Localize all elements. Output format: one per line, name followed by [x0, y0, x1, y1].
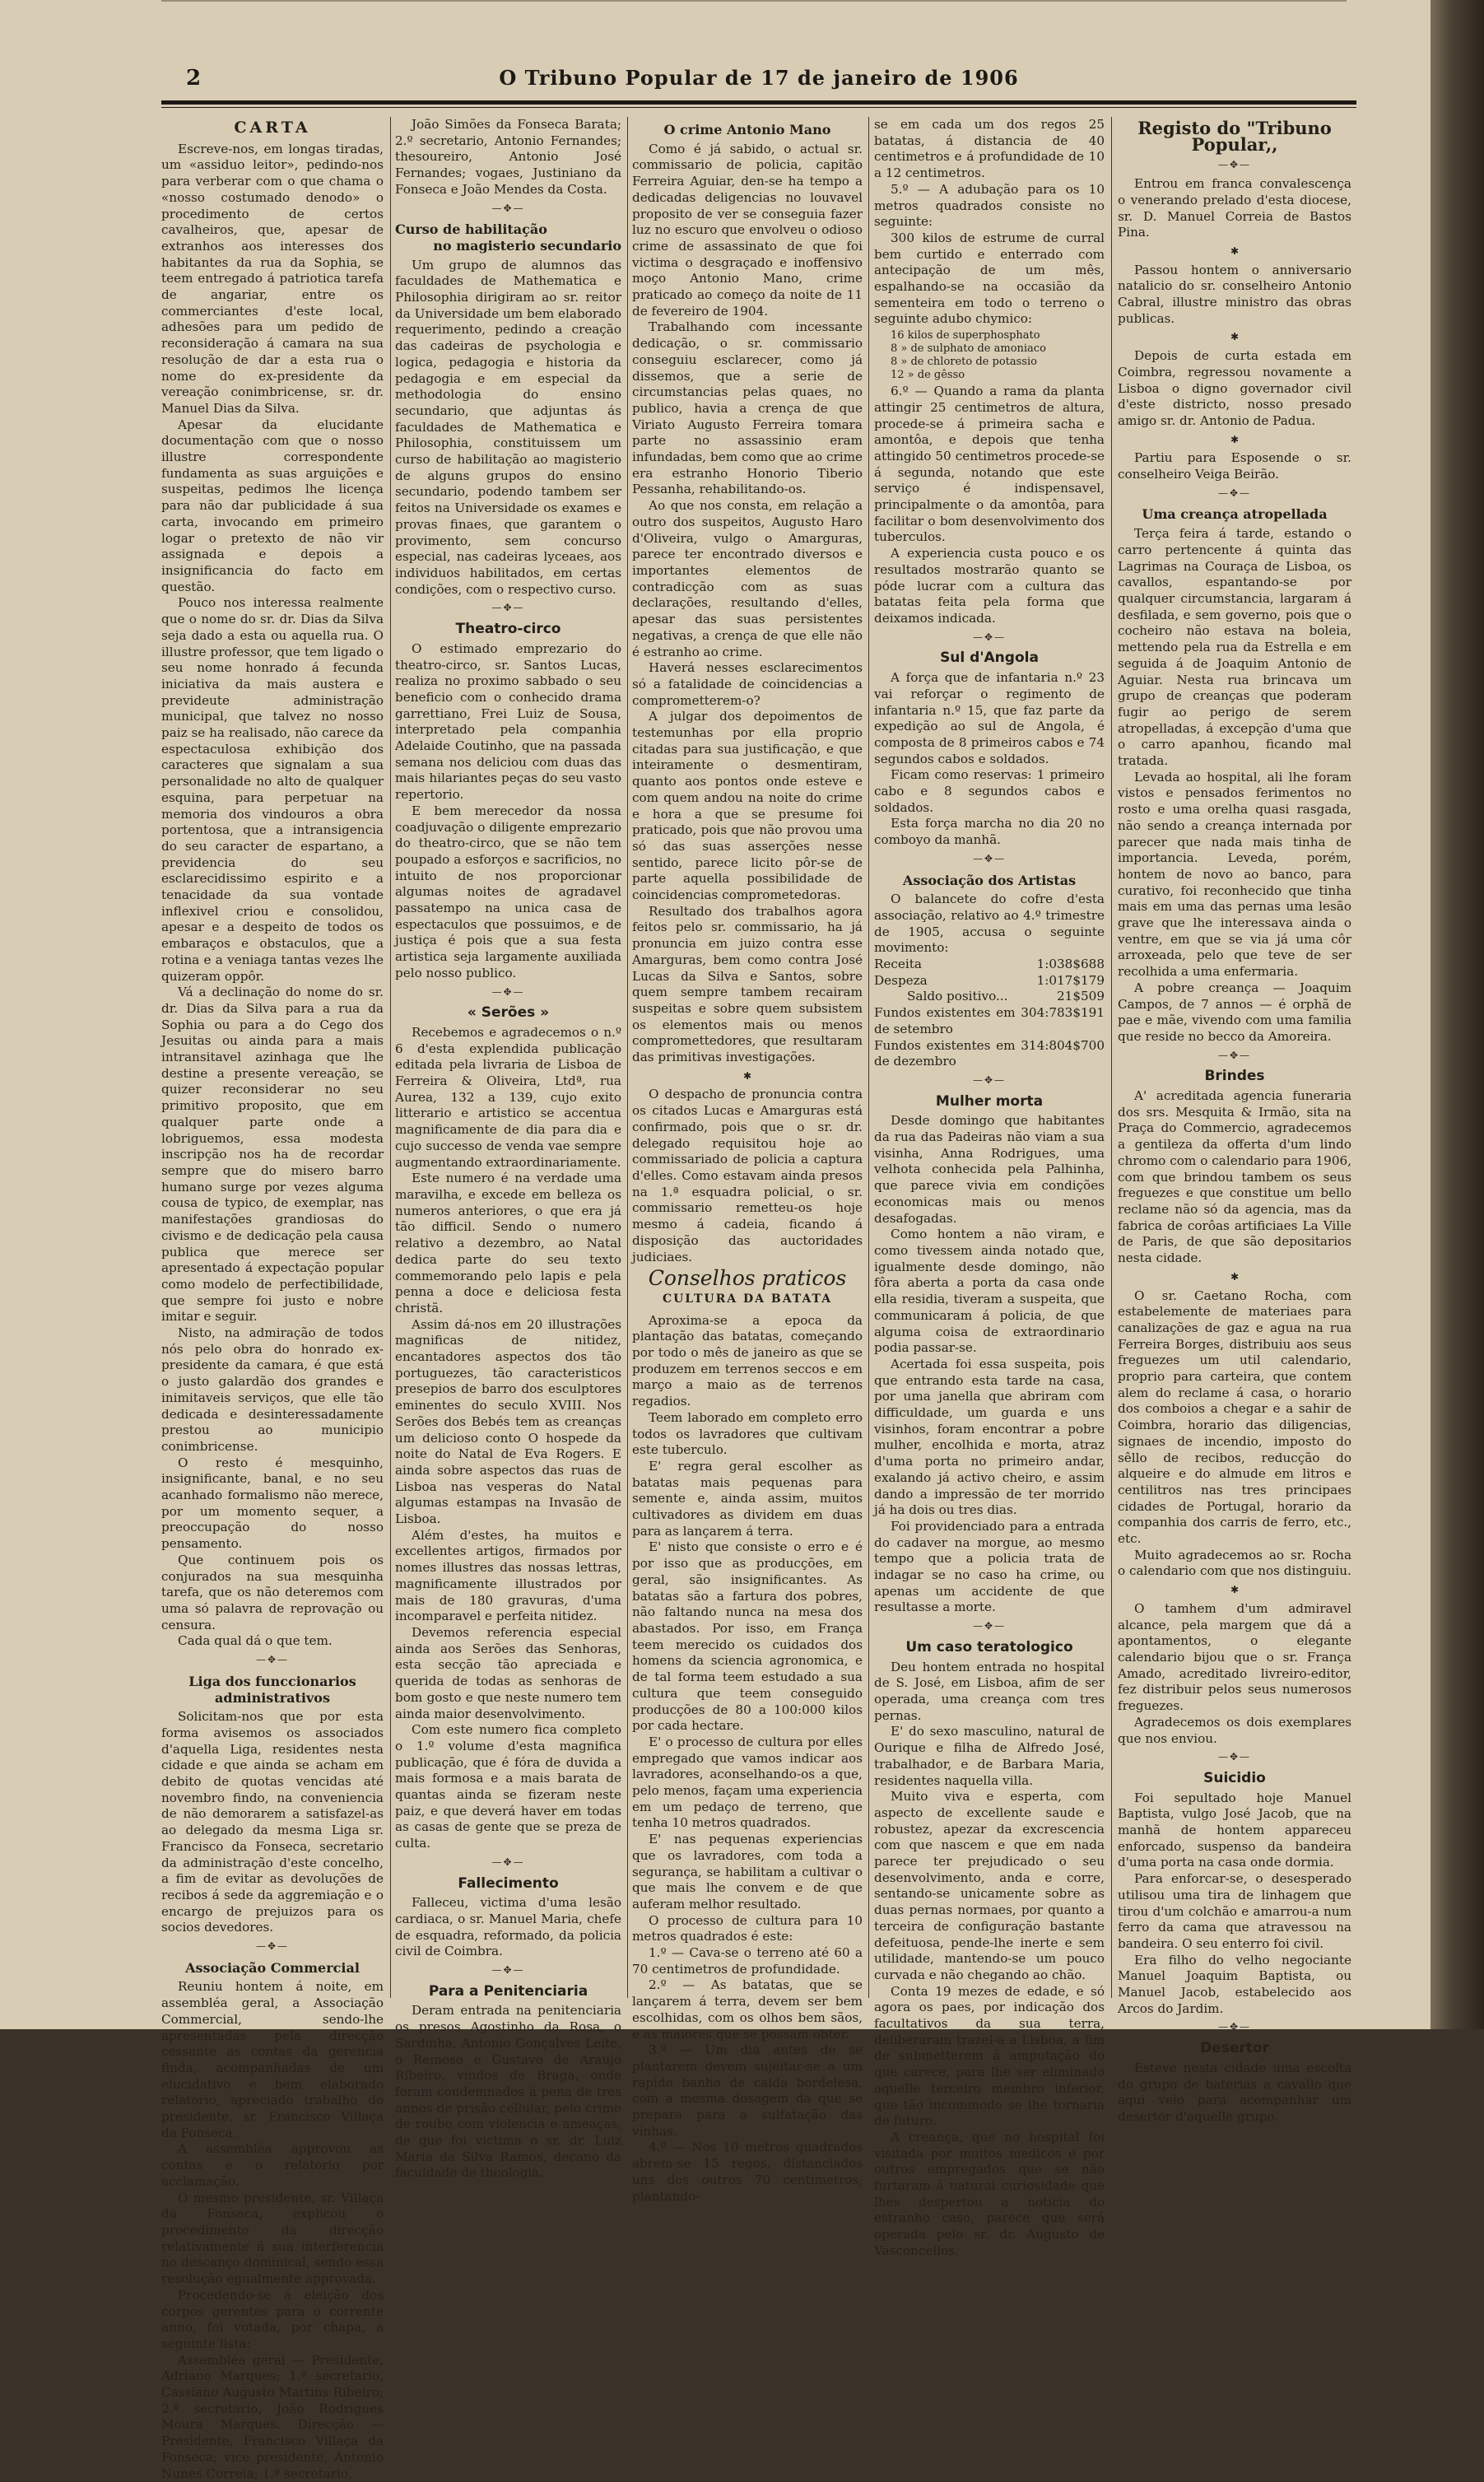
ornament-divider: —✥— — [255, 1654, 290, 1666]
article-text: Era filho do velho negociante Manuel Joaquim Baptista, ou Manuel Jacob, estabelecido aos Arcos do Jardim. — [1118, 1952, 1351, 2016]
fertilizer-item: 8 » de chloreto de potassio — [891, 356, 1037, 369]
article-text: 5.º — A adubação para os 10 metros quadrados consiste no seguinte: — [874, 181, 1105, 230]
article-text: Deu hontem entrada no hospital de S. José, em Lisboa, afim de ser operada, uma creança com tres pernas. — [874, 1659, 1105, 1723]
fertilizer-item: 12 » de gêsso — [891, 369, 965, 382]
article-text: O despacho de pronuncia contra os citados Lucas e Amarguras está confirmado, pois que o sr. dr. delegado requisitou hoje ao commissariado de policia a captura d'elles. Como estavam ainda presos na 1.ª esquadra policial, o sr. commissario remetteu-os hoje mesmo á cadeia, ficando á disposição das auctoridades judiciaes. — [632, 1087, 863, 1264]
article-text: Foi providenciado para a entrada do cadaver na morgue, ao mesmo tempo que a policia trata de indagar se no caso ha crime, ou apenas um accidente de que resultasse a morte. — [874, 1518, 1105, 1615]
article-text: Depois de curta estada em Coimbra, regressou novamente a Lisboa o digno governador civil d'este districto, nosso presado amigo sr. dr. Antonio de Padua. — [1118, 348, 1351, 428]
ornament-divider: —✥— — [491, 985, 525, 998]
page-number: 2 — [186, 66, 202, 91]
headline-associacao-commercial: Associação Commercial — [185, 1959, 360, 1976]
separator-star: ✱ — [1230, 1584, 1240, 1596]
ornament-divider: —✥— — [1217, 1049, 1252, 1061]
article-text: Que continuem pois os conjurados na sua mesquinha tarefa, que os não deteremos com uma só palavra de reprovação ou censura. — [161, 1552, 384, 1632]
article-text: Assembléa geral — Presidente, Adriano Marques; 1.º secretario, Cassiano Augusto Martins Ribeiro; 2.º secretario, João Rodrigues Moura Marques. Direcção — Presidente, Francisco Villaça da Fonseca; vice presidente, Antonio Nunes Correia; 1.º secretario, — [161, 2352, 384, 2481]
article-text: Muito viva e esperta, com aspecto de excellente saude e robustez, apezar da excrescencia com que nascem e que em nada parece ter prejudicado o seu desenvolvimento, anda e corre, sentando-se unicamente sobre as duas pernas normaes, por quanto a terceira de configuração bastante defeituosa, pende-lhe inerte e sem utilidade, mantendo-se um pouco curvada e não chegando ao chão. — [874, 1789, 1105, 1982]
headline-carta: CARTA — [234, 119, 311, 137]
balance-label: Fundos existentes em 31 de dezembro — [874, 1037, 1037, 1069]
headline-curso: Curso de habilitação — [395, 221, 547, 238]
headline-mulher-morta: Mulher morta — [935, 1092, 1044, 1110]
article-text: O resto é mesquinho, insignificante, banal, e no seu acanhado formalismo não merece, por um momento sequer, a preoccupação do nosso pensamento. — [161, 1455, 384, 1552]
separator-star: ✱ — [1230, 331, 1240, 343]
ornament-divider: —✥— — [972, 852, 1007, 864]
balance-row — [874, 957, 1105, 973]
balance-row — [874, 989, 1105, 1005]
headline-conselhos: Conselhos praticos — [648, 1266, 847, 1291]
balance-row — [874, 1038, 1105, 1070]
article-text: Trabalhando com incessante dedicação, o sr. commissario conseguiu esclarecer, como já dissemos, que a serie de circumstancias pelas quaes, no publico, havia a crença de que Viriato Augusto Ferreira tomara parte no assassinio eram infundadas, bem como que ao crime era estranho Honorio Tiberio Pessanha, rehabilitando-os. — [632, 319, 863, 497]
ornament-divider: —✥— — [972, 1073, 1007, 1086]
article-text: Esta força marcha no dia 20 no comboyo da manhã. — [874, 816, 1105, 848]
ornament-divider: —✥— — [972, 1620, 1007, 1632]
column-5 — [1118, 117, 1351, 2124]
article-text: Falleceu, victima d'uma lesão cardiaca, o sr. Manuel Maria, chefe de esquadra, reformado, da policia civil de Coimbra. — [395, 1895, 621, 1959]
article-text: Foi sepultado hoje Manuel Baptista, vulgo José Jacob, que na manhã de hontem appareceu enforcado, suspenso da bandeira d'uma porta na casa onde dormia. — [1118, 1790, 1351, 1870]
headline-penitenciaria: Para a Penitenciaria — [428, 1982, 588, 2000]
column-1 — [161, 117, 384, 2481]
article-text: Resultado dos trabalhos agora feitos pelo sr. commissario, ha já pronuncia em juizo contra esse Amarguras, bem como contra José Lucas da Silva e Santos, sobre quem sempre tambem recairam suspeitas e sobre quem subsistem os elementos mais ou menos compromettedores, que resultaram das primitivas investigações. — [632, 903, 863, 1065]
article-text: Conta 19 mezes de edade, e só agora os paes, por indicação dos facultativos da sua terra, deliberaram trazel-a a Lisboa, a fim de submetterem á amputação do que carece, para lhe ser eliminado aquelle terceiro membro inferior, que tão incommodo se lhe tornaria de futuro. — [874, 1983, 1105, 2129]
ornament-divider: —✥— — [255, 1940, 290, 1953]
article-text: 1.º — Cava-se o terreno até 60 a 70 centimetros de profundidade. — [632, 1945, 863, 1977]
ornament-divider: —✥— — [491, 1964, 525, 1977]
separator-star: ✱ — [1230, 244, 1240, 257]
article-text: Teem laborado em completo erro todos os lavradores que cultivam este tuberculo. — [632, 1409, 863, 1458]
article-text: Vá a declinação do nome do sr. dr. Dias da Silva para a rua da Sophia ou para a do Cego dos Jesuitas ou ainda para a mais intransitavel azinhaga que lhe destine a presente vereação, se quizer reconsiderar no seu primitivo proposito, que em qualquer parte onde a lobriguemos, essa modesta inscripção nos ha de recordar sempre que do misero barro humano surge por vezes alguma cousa de typico, de exemplar, nas manifestações grandiosas do civismo e de dedicação pela causa publica que merece ser apresentado á expectação popular como modelo de perfectibilidade, que sempre foi justo e nobre imitar e seguir. — [161, 985, 384, 1325]
article-text: Aproxima-se a epoca da plantação das batatas, começando por todo o mês de janeiro as que se produzem em terrenos seccos e em março a maio as de terrenos regadios. — [632, 1312, 863, 1409]
article-text: E' nisto que consiste o erro e é por isso que as producções, em geral, são insignificantes. As batatas são a fartura dos pobres, não faltando nunca na mesa dos abastados. Por isso, em França teem merecido os cuidados dos homens da sciencia agronomica, e de tal forma teem estudado a sua cultura que teem conseguido producções de 80 a 100:000 kilos por cada hectare. — [632, 1539, 863, 1734]
headline-seroes: « Serões » — [467, 1004, 550, 1022]
headline-theatro: Theatro-circo — [455, 621, 561, 638]
ornament-divider: —✥— — [972, 631, 1007, 643]
article-text: Como hontem a não viram, e como tivessem ainda notado que, igualmente desde domingo, não fôra aberta a porta da casa onde ella residia, tiveram a suspeita, que communicaram á policia, de que alguma coisa de extraordinario podia passar-se. — [874, 1227, 1105, 1356]
article-text: Deram entrada na penitenciaria os presos Agostinho da Rosa, o Sardinha, Antonio Gonçalves Leite, o Reinoso e Gustavo de Araujo Ribeiro, vindos de Braga, onde foram condemnados á pena de tres annos de prisão cellular, pelo crime de roubo com violencia e ameaças, de que foi victima o sr. dr. Luiz Maria da Silva Ramos, decano da faculdade de theologia. — [395, 2003, 621, 2181]
page-title: O Tribuno Popular de 17 de janeiro de 1906 — [499, 66, 1019, 90]
article-text: Muito agradecemos ao sr. Rocha o calendario com que nos distinguiu. — [1118, 1547, 1351, 1579]
article-text: 300 kilos de estrume de curral bem curtido e enterrado com antecipação de um mês, espalhando-se na occasião da sementeira em todo o terreno o seguinte adubo chymico: — [874, 230, 1105, 327]
balance-row — [874, 973, 1105, 990]
page-header — [161, 63, 1356, 105]
balance-label: Despeza — [874, 972, 928, 988]
article-text: Solicitam-nos que por esta forma avisemos os associados d'aquella Liga, residentes nesta cidade e que ainda se acham em debito de quotas vencidas até novembro findo, na conveniencia de não demorarem a satisfazel-as ao delegado da mesma Liga sr. Francisco da Fonseca, secretario da administração d'este concelho, a fim de evitar as devoluções de recibos á sede da aggremiação e o encargo de prejuizos para os socios devedores. — [161, 1709, 384, 1935]
separator-star: ✱ — [1230, 433, 1240, 445]
balance-value: 1:038$688 — [1036, 957, 1105, 972]
headline-fallecimento: Fallecimento — [458, 1874, 559, 1892]
balance-label: Fundos existentes em 30 de setembro — [874, 1005, 1037, 1036]
ornament-divider: —✥— — [491, 1856, 525, 1868]
column-rule — [627, 117, 628, 1998]
article-text: Devemos referencia especial ainda aos Serões das Senhoras, esta secção tão apreciada e querida de todas as senhoras de bom gosto e que neste numero tem ainda maior desenvolvimento. — [395, 1624, 621, 1721]
article-text: Esteve nesta cidade uma escolta do grupo de baterias a cavallo que aqui veio para acompanhar um desertor d'aquelle grupo. — [1118, 2060, 1351, 2124]
article-text: Um grupo de alumnos das faculdades de Mathematica e Philosophia dirigiram ao sr. reitor da Universidade um bem elaborado requerimento, pedindo a creação das cadeiras de psychologia e logica, pedagogia e historia da pedagogia e em especial da methodologia do ensino secundario, que adjuntas ás faculdades de Mathematica e Philosophia, constituissem um curso de habilitação ao magisterio de alguns grupos do ensino secundario, podendo tambem ser feitos na Universidade os exames e provas finaes, que garantem o provimento, sem concurso especial, nas cadeiras lyceaes, aos individuos habilitados, em certas condições, com o respectivo curso. — [395, 257, 621, 597]
article-text: Assim dá-nos em 20 illustrações magnificas de nitidez, encantadores aspectos dos tão portuguezes, tão caracteristicos presepios de barro dos esculptores eminentes do seculo XVIII. Nos Serões dos Bebés tem as creanças um delicioso conto O hospede da noite do Natal de Eva Rogers. E ainda sobre aspectos das ruas de Lisboa nas vesperas do Natal algumas estampas na Invasão de Lisboa. — [395, 1316, 621, 1527]
headline-desertor: Desertor — [1200, 2040, 1269, 2057]
article-text: A pobre creança — Joaquim Campos, de 7 annos — é orphã de pae e mãe, vivendo com uma familia que reside no becco da Amoreira. — [1118, 980, 1351, 1044]
fertilizer-list — [874, 329, 1105, 382]
article-text: Partiu para Esposende o sr. conselheiro Veiga Beirão. — [1118, 450, 1351, 482]
article-text: E' nas pequenas experiencias que os lavradores, com toda a segurança, se habilitam a cultivar o que mais lhe convem e de que auferam melhor resultado. — [632, 1832, 863, 1912]
ornament-divider: —✥— — [1217, 159, 1252, 171]
article-text: Acertada foi essa suspeita, pois que entrando esta tarde na casa, por uma janella que abriram com difficuldade, um guarda e uns visinhos, foram encontrar a pobre mulher, encolhida e morta, atraz d'uma porta no primeiro andar, exalando já activo cheiro, e assim dando a impressão de ter morrido já ha dois ou tres dias. — [874, 1356, 1105, 1518]
article-text: 4.º — Nos 10 metros quadrados abrem-se 15 regos, distanciados uns dos outros 70 centimetros, plantando- — [632, 2140, 863, 2204]
balance-value: 21$509 — [1057, 989, 1105, 1004]
column-2 — [395, 117, 621, 2181]
article-text: 6.º — Quando a rama da planta attingir 25 centimetros de altura, procede-se á primeira sacha e amontôa, e depois que tenha attingido 50 centimetros procede-se á segunda, notando que este serviço é indispensavel, principalmente o da amontôa, para facilitar o bom desenvolvimento dos tuberculos. — [874, 384, 1105, 545]
article-text: O mesmo presidente, sr. Villaça da Fonseca, explicou o procedimento da direcção relativamente á sua interferencia no descanço dominical, sendo essa resolução egualmente approvada. — [161, 2190, 384, 2287]
article-text: O balancete do cofre d'esta associação, relativo ao 4.º trimestre de 1905, accusa o seguinte movimento: — [874, 892, 1105, 956]
header-rule-thin — [161, 107, 1356, 108]
article-text: E bem merecedor da nossa coadjuvação o diligente emprezario do theatro-circo, que se não tem poupado a esforços e sacrificios, no intuito de nos proporcionar algumas noites de agradavel passatempo na unica casa de espectaculos que possuimos, e de justiça é pois que a sua festa artistica seja largamente auxiliada pelo nosso publico. — [395, 803, 621, 980]
article-text: Escreve-nos, em longas tiradas, um «assiduo leitor», pedindo-nos para verberar com o que chama o «nosso costumado denodo» o procedimento de certos cavalheiros, que, apesar de extranhos aos interesses dos habitantes da rua da Sophia, se teem entregado á patriotica tarefa de angariar, entre os commerciantes d'este local, adhesões para um pedido de reconsideração á camara na sua resolução de dar a esta rua o nome do ex-presidente da vereação conimbricense, sr. dr. Manuel Dias da Silva. — [161, 141, 384, 416]
balance-value: 1:017$179 — [1036, 972, 1105, 988]
headline-creanca-atropellada: Uma creança atropellada — [1142, 506, 1328, 523]
headline-curso-line2: no magisterio secundario — [433, 237, 621, 254]
balance-value: 4:804$700 — [1036, 1037, 1105, 1053]
article-text: Desde domingo que habitantes da rua das Padeiras não viam a sua visinha, Anna Rodrigues, uma velhota conhecida pela Palhinha, que parece vivia em condições economicas mais ou menos desafogadas. — [874, 1113, 1105, 1226]
separator-star: ✱ — [742, 1069, 752, 1082]
article-text: E' do sexo masculino, natural de Ourique e filha de Alfredo José, trabalhador, e de Barbara Maria, residentes naquella villa. — [874, 1724, 1105, 1788]
ornament-divider: —✥— — [1217, 1751, 1252, 1763]
article-text: Procedendo-se á eleição dos corpos gerentes para o corrente anno, foi votada, por chapa, a seguinte lista: — [161, 2287, 384, 2351]
headline-associacao-artistas: Associação dos Artistas — [902, 872, 1077, 888]
article-text: se em cada um dos regos 25 batatas, á distancia de 40 centimetros e á profundidade de 10 a 12 centimetros. — [874, 117, 1105, 181]
column-rule — [390, 117, 391, 1998]
article-text: Pouco nos interessa realmente que o nome do sr. dr. Dias da Silva seja dado a esta ou aquella rua. O illustre professor, que tem ligado o seu nome honrado á fecunda iniciativa da mais austera e prevideute administração municipal, que talvez no nosso paiz se ha realisado, não carece da espectaculosa exhibição dos caracteres que signalam a sua personalidade no alto de qualquer esquina, para perpetuar na memoria dos vindouros a obra portentosa, que a intransigencia do seu caracter de espartano, a previdencia do seu esclarecidissimo espirito e a tenacidade da sua vontade inflexivel criou e consolidou, apesar e a despeito de todos os embaraços e obstaculos, que a rotina e a veniaga tantas vezes lhe quizeram oppôr. — [161, 595, 384, 984]
headline-registo: Registo do "Tribuno Popular,, — [1137, 118, 1332, 155]
article-text: E' o processo de cultura por elles empregado que vamos indicar aos lavradores, aconselhando-os a que, pelo menos, façam uma experiencia em um pedaço de terreno, que tenha 10 metros quadrados. — [632, 1734, 863, 1831]
column-rule — [868, 117, 869, 1998]
ornament-divider: —✥— — [491, 202, 525, 214]
article-text: O processo de cultura para 10 metros quadrados é este: — [632, 1912, 863, 1944]
headline-caso-teratologico: Um caso teratologico — [905, 1638, 1073, 1655]
article-text: Terça feira á tarde, estando o carro pertencente á quinta das Lagrimas na Couraça de Lisboa, os cavallos, espantando-se por qualquer circumstancia, largaram á desfilada, e sem governo, pois que o cocheiro não estava na boleia, mettendo pela rua da Estrella e em seguida á de Joaquim Antonio de Aguiar. Nesta rua brincava um grupo de creanças que poderam fugir ao perigo de serem atropelladas, á excepção d'uma que o carro apanhou, ficando mal tratada. — [1118, 526, 1351, 769]
book-binding-edge — [1431, 0, 1484, 2029]
balance-row — [874, 1005, 1105, 1037]
article-text: A experiencia custa pouco e os resultados mostrarão quanto se póde lucrar com a cultura das batatas feita pela forma que deixamos indicada. — [874, 546, 1105, 626]
headline-brindes: Brindes — [1204, 1068, 1265, 1085]
article-text: Nisto, na admiração de todos nós pelo obra do honrado ex-presidente da camara, é que está o justo galardão dos grandes e inimitaveis serviços, que elle tão dedicada e desinteressadamente prestou ao municipio conimbricense. — [161, 1325, 384, 1454]
article-text: Haverá nesses esclarecimentos só a fatalidade de coincidencias a comprometterem-o? — [632, 660, 863, 708]
article-text: Cada qual dá o que tem. — [178, 1633, 333, 1649]
article-text: A julgar dos depoimentos de testemunhas por ella proprio citadas para sua justificação, e que inteiramente o desmentiram, quanto aos pontos onde esteve e com quem andou na noite do crime e hora a que se presume foi praticado, pois que não provou uma só das suas asserções nesse sentido, parece licito pôr-se de parte aquella possibilidade de coincidencias comprometedoras. — [632, 709, 863, 903]
headline-liga: Liga dos funccionarios administrativos — [188, 1673, 356, 1706]
balance-value: 4:783$191 — [1036, 1005, 1105, 1021]
article-text: Apesar da elucidante documentação com que o nosso illustre correspondente fundamenta as suas arguições e suspeitas, pedimos lhe licença para não dar publicidade á sua carta, invocando em primeiro logar o pretexto de não vir assignada e depois a insignificancia do facto em questão. — [161, 417, 384, 594]
headline-sul-angola: Sul d'Angola — [940, 650, 1039, 667]
column-rule — [1111, 117, 1112, 1998]
top-edge-rule — [161, 0, 1347, 2]
ornament-divider: —✥— — [1217, 487, 1252, 499]
article-text: O estimado emprezario do theatro-circo, sr. Santos Lucas, realiza no proximo sabbado o seu beneficio com o conhecido drama garrettiano, Frei Luiz de Sousa, interpretado pela companhia Adelaide Coutinho, que na passada semana nos deliciou com duas das mais hilariantes peças do seu vasto repertorio. — [395, 640, 621, 803]
article-text: A creança, que no hospital foi visitada por muitos medicos e por outros empregados que se não furtaram á natural curiosidade que lhes despertou a noticia do estranho caso, parece que será operada pelo sr. dr. Augusto de Vasconcellos. — [874, 2129, 1105, 2258]
article-text: Ao que nos consta, em relação a outro dos suspeitos, Augusto Haro d'Oliveira, vulgo o Amarguras, parece ter encontrado diversos e importantes elementos de contradicção com as suas declarações, resultando d'elles, apesar das suas persistentes negativas, a crença de que elle não é estranho ao crime. — [632, 498, 863, 659]
column-4 — [874, 117, 1105, 2258]
article-text: A' acreditada agencia funeraria dos srs. Mesquita & Irmão, sita na Praça do Commercio, agradecemos a gentileza da offerta d'um lindo chromo com o calendario para 1906, com que brindou tambem os seus freguezes e que constitue um bello reclame não só da agencia, mas da fabrica de corôas artificiaes La Ville de Paris, de que são depositarios nesta cidade. — [1118, 1088, 1351, 1266]
article-text: Ficam como reservas: 1 primeiro cabo e 8 segundos cabos e soldados. — [874, 767, 1105, 815]
article-text: Recebemos e agradecemos o n.º 6 d'esta explendida publicação editada pela livraria de Lisboa de Ferreira & Oliveira, Ltdª, rua Aurea, 132 a 139, cujo exito litterario e artistico se accentua magnificamente de dia para dia e cujo successo de venda vae sempre augmentando extraordinariamente. — [395, 1024, 621, 1170]
article-text: A assembléa approvou as contas e o relatorio por acclamação. — [161, 2141, 384, 2189]
article-text: Entrou em franca convalescença o venerando prelado d'esta diocese, sr. D. Manuel Correia de Bastos Pina. — [1118, 176, 1351, 240]
article-text: O tamhem d'um admiravel alcance, pela margem que dá a apontamentos, o elegante calendario bijou que o sr. França Amado, acreditado livreiro-editor, fez distribuir pelos seus numerosos freguezes. — [1118, 1600, 1351, 1714]
article-text: Além d'estes, ha muitos e excellentes artigos, firmados por nomes illustres das nossas lettras, magnificamente illustrados por mais de 180 gravuras, d'uma incomparavel e perfeita nitidez. — [395, 1527, 621, 1624]
separator-star: ✱ — [1230, 1270, 1240, 1283]
article-text: E' regra geral escolher as batatas mais pequenas para semente e, ainda assim, muitos cultivadores as dividem em duas para as lançarem á terra. — [632, 1458, 863, 1539]
fertilizer-item: 16 kilos de superphosphato — [891, 329, 1040, 342]
article-text: Agradecemos os dois exemplares que nos enviou. — [1118, 1714, 1351, 1746]
article-text: Reuniu hontem á noite, em assembléa geral, a Associação Commercial, sendo-lhe apresentadas pela direcção cessante as contas da gerencia finda, acompanhadas de um elucidativo e bem elaborado relatorio, apreciado trabalho do presidente, sr. Francisco Villaça da Fonseca. — [161, 1979, 384, 2140]
article-text: A força que de infantaria n.º 23 vai reforçar o regimento de infantaria n.º 15, que faz parte da expedição ao sul de Angola, é composta de 8 primeiros cabos e 74 segundos cabos e soldados. — [874, 670, 1105, 766]
article-text: Este numero é na verdade uma maravilha, e excede em belleza os numeros anteriores, o que era já tão difficil. Sendo o numero relativo a dezembro, ao Natal dedica parte do seu texto commemorando pelo lapis e pela penna a doce e deliciosa festa christã. — [395, 1171, 621, 1316]
header-rule — [161, 100, 1356, 105]
column-3 — [632, 117, 863, 2204]
ornament-divider: —✥— — [491, 602, 525, 614]
headline-suicidio: Suicidio — [1203, 1769, 1266, 1786]
headline-crime: O crime Antonio Mano — [663, 122, 831, 137]
ornament-divider: —✥— — [1217, 2021, 1252, 2033]
headline-cultura-batata: CULTURA DA BATATA — [662, 1292, 833, 1306]
balance-label: Receita — [874, 957, 922, 972]
article-text: Como é já sabido, o actual sr. commissario de policia, capitão Ferreira Aguiar, den-se ha tempo a dedicadas deligencias no louvavel proposito de ver se conseguia fazer luz no escuro que envolveu o odioso crime de assassinato de que foi victima o desgraçado e inoffensivo moço Antonio Mano, crime praticado ao começo da noite de 11 de fevereiro de 1904. — [632, 141, 863, 319]
article-text: Passou hontem o anniversario natalicio do sr. conselheiro Antonio Cabral, illustre ministro das obras publicas. — [1118, 262, 1351, 326]
article-text: 3.º — Um dia antes de se plantarem devem sujeitar-se a um rapido banho de calda bordelesa, com a mesma dosagem da que se prepara para a sulfatação das vinhas. — [632, 2042, 863, 2139]
article-text: 2.º — As batatas, que se lançarem á terra, devem ser bem escolhidas, com os olhos bem sãos, e as maiores que se possam obter. — [632, 1977, 863, 2042]
article-text: Levada ao hospital, ali lhe foram vistos e pensados ferimentos no rosto e uma orelha quasi rasgada, não sendo a creança internada por parecer que nada mais tinha de importancia. Leveda, porém, hontem de novo ao banco, para curativo, foi reconhecido que tinha mais em uma das pernas uma lesão grave que lhe interessava ainda o ventre, em que se via já uma côr arroxeada, pelo que teve de ser recolhida a uma enfermaria. — [1118, 769, 1351, 980]
article-text: Com este numero fica completo o 1.º volume d'esta magnifica publicação, que é fóra de duvida a mais formosa e a mais barata de quantas ainda se fizeram neste paiz, e que deverá haver em todas as casas de gente que se preza de culta. — [395, 1722, 621, 1851]
fertilizer-item: 8 » de sulphato de amoniaco — [891, 342, 1046, 356]
article-text: Para enforcar-se, o desesperado utilisou uma tira de linhagem que tirou d'um colchão e amarrou-a num ferro da cama que atravessou na bandeira. O seu enterro foi civil. — [1118, 1871, 1351, 1951]
article-text: João Simões da Fonseca Barata; 2.º secretario, Antonio Fernandes; thesoureiro, Antonio José Fernandes; vogaes, Justiniano da Fonseca e João Mendes da Costa. — [395, 117, 621, 197]
balance-label: Saldo positivo... — [907, 989, 1008, 1004]
article-text: O sr. Caetano Rocha, com estabelemente de materiaes para canalizações de gaz e agua na rua Ferreira Borges, distribuiu aos seus freguezes um util calendario, proprio para carteira, que contem alem do reclame á casa, o horario dos comboios a chegar e a sahir de Coimbra, horario das diligencias, signaes de incendio, imposto do sêllo de recibos, reducção do alqueire e do almude em litros e centilitros nas tres principaes cidades de Portugal, horario da companhia dos carris de ferro, etc., etc. — [1118, 1288, 1351, 1547]
